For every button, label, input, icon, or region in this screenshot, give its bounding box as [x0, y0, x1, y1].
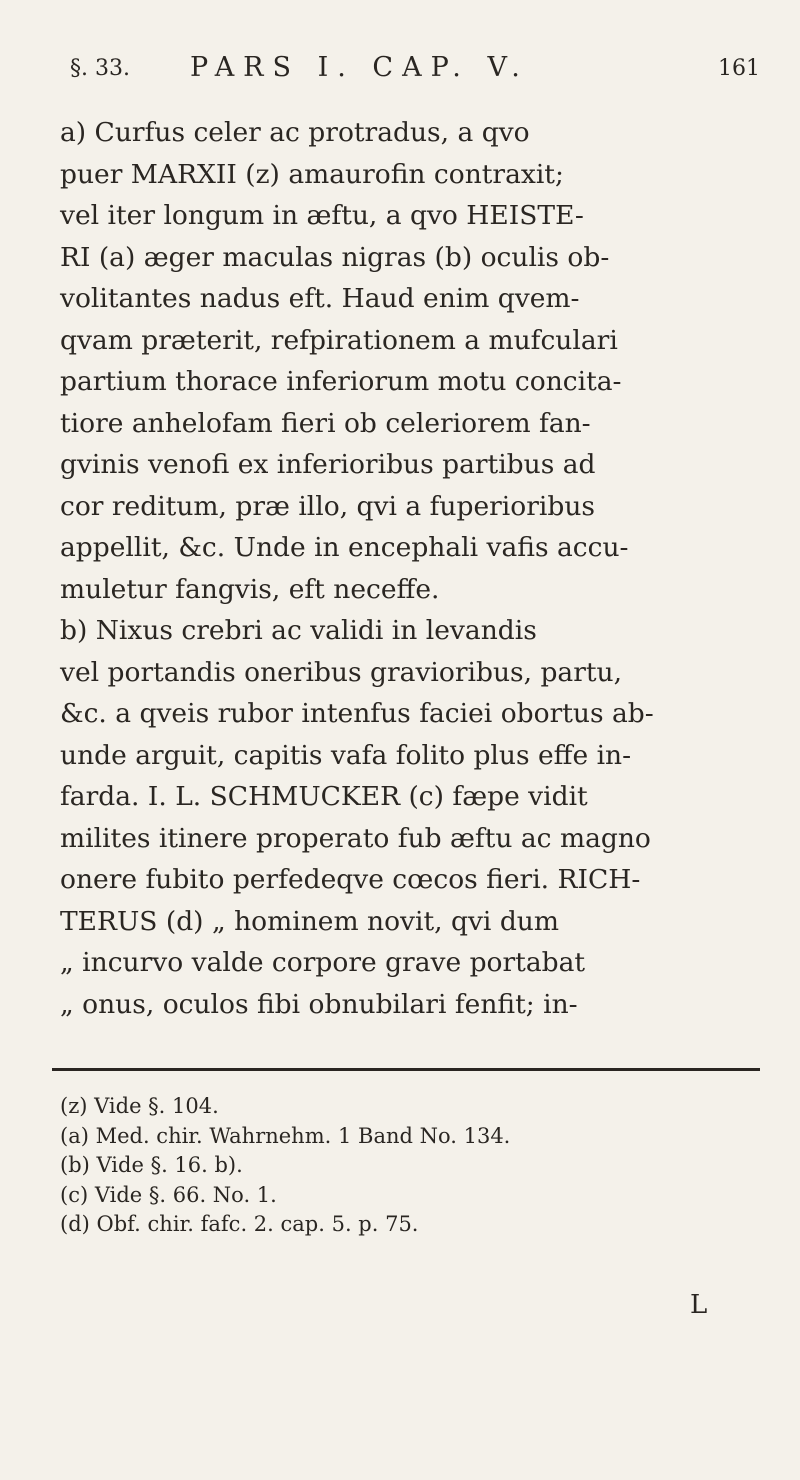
- text-line: b) Nixus crebri ac validi in levandis: [60, 615, 537, 646]
- text-line: partium thorace inferiorum motu concita-: [60, 366, 622, 397]
- text-line: qvam præterit, refpirationem a mufculari: [60, 324, 618, 356]
- text-line: milites itinere properato fub æftu ac magno: [60, 822, 651, 854]
- text-line: a) Curfus celer ac protradus, a qvo: [60, 117, 530, 148]
- text-line: farda. I. L. SCHMUCKER (c) fæpe vidit: [60, 781, 588, 812]
- text-line: tiore anhelofam fieri ob celeriorem fan-: [60, 407, 591, 439]
- running-head: PARS I. CAP. V.: [190, 52, 529, 83]
- text-line: onere fubito perfedeqve cœcos fieri. RICH-: [60, 864, 641, 895]
- text-line: cor reditum, præ illo, qvi a fuperioribus: [60, 490, 596, 522]
- footnote: (z) Vide §. 104.: [60, 1094, 219, 1118]
- text-line: puer MARXII (z) amaurofin contraxit;: [60, 158, 564, 190]
- text-line: unde arguit, capitis vafa folito plus effe in-: [60, 739, 632, 771]
- footnote: (d) Obf. chir. fafc. 2. cap. 5. p. 75.: [60, 1212, 419, 1236]
- footnote: (c) Vide §. 66. No. 1.: [60, 1182, 277, 1207]
- main-text: [60, 112, 746, 1025]
- text-line: TERUS (d) „ hominem novit, qvi dum: [60, 905, 559, 937]
- running-header: [70, 52, 760, 88]
- section-number: §. 33.: [70, 56, 130, 81]
- text-line: „ onus, oculos fibi obnubilari fenfit; in-: [60, 988, 578, 1020]
- text-line: volitantes nadus eft. Haud enim qvem-: [60, 283, 580, 314]
- text-line: gvinis venofi ex inferioribus partibus ad: [60, 449, 596, 480]
- text-line: vel iter longum in æftu, a qvo HEISTE-: [60, 200, 584, 231]
- footnote-divider: [52, 1068, 760, 1071]
- text-line: muletur fangvis, eft neceffe.: [60, 573, 440, 605]
- text-line: appellit, &c. Unde in encephali vafis accu-: [60, 532, 629, 563]
- page-number: 161: [718, 56, 760, 81]
- text-line: RI (a) æger maculas nigras (b) oculis ob-: [60, 241, 610, 273]
- footnote: (a) Med. chir. Wahrnehm. 1 Band No. 134.: [60, 1123, 511, 1148]
- footnote: (b) Vide §. 16. b).: [60, 1153, 243, 1177]
- text-line: „ incurvo valde corpore grave portabat: [60, 947, 586, 978]
- signature-mark: L: [690, 1290, 708, 1320]
- footnotes: [60, 1092, 750, 1240]
- text-line: &c. a qveis rubor intenfus faciei obortus ab-: [60, 698, 654, 729]
- text-line: vel portandis oneribus gravioribus, partu,: [60, 656, 623, 688]
